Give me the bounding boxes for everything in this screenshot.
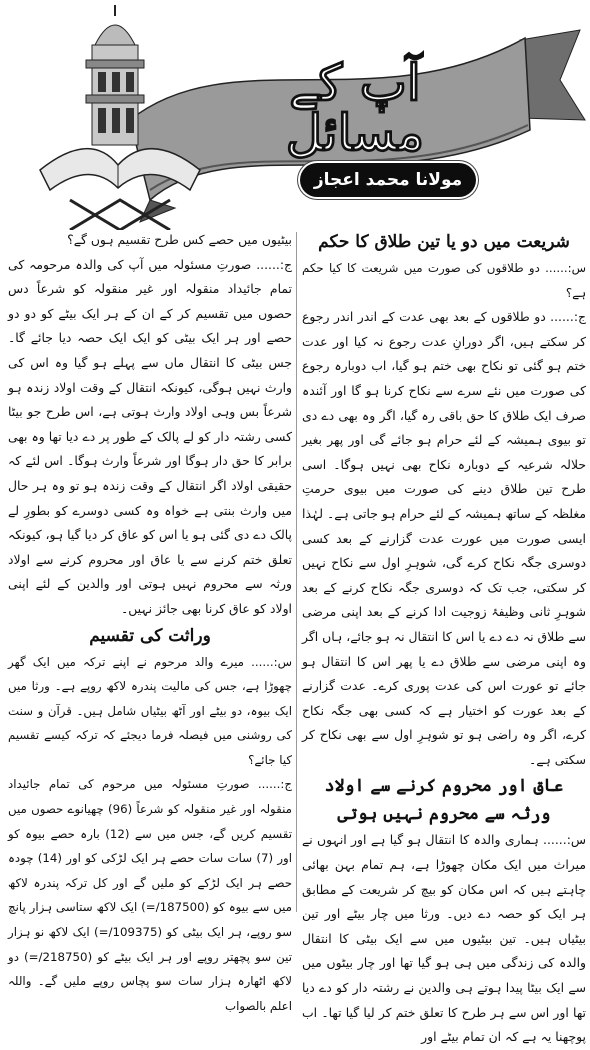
question-text-3: س:...... میرے والد مرحوم نے اپنے ترکہ میں ایک گھر چھوڑا ہے، جس کی مالیت پندرہ لاکھ روپے ہے۔ ورثا میں ایک بیوہ، دو بیٹے اور آٹھ بیٹیاں شامل ہیں۔ قرآن و سنت کی روشنی میں فیصلہ فرما دیجئے کہ ترکہ کیسے تقسیم کیا جائے؟	[8, 654, 292, 767]
minaret-icon	[86, 5, 144, 145]
article-heading-3: وراثت کی تقسیم	[89, 625, 211, 646]
column-divider	[296, 232, 297, 912]
answer-text-3: ج:...... صورتِ مسئولہ میں مرحوم کی تمام جائیداد منقولہ اور غیر منقولہ کو شرعاً (96) چھیانوے حصوں میں تقسیم کریں گے، جس میں سے (12) بارہ حصے بیوہ کو اور (7) سات سات حصے ہر ایک لڑکی کو اور (14) چودہ حصے ہر ایک لڑکے کو ملیں گے اور کل ترکہ پندرہ لاکھ میں سے بیوہ کو (187500/=) ایک لاکھ ستاسی ہزار پانچ سو روپے، ہر ایک بیٹی کو (109375/=) ایک لاکھ نو ہزار تین سو پچھتر روپے اور ہر ایک بیٹے کو (218750/=) دو لاکھ اٹھارہ ہزار سات سو پچاس روپے ملیں گے۔ واللہ اعلم بالصواب	[8, 777, 292, 1013]
answer-text: ج:...... صورتِ مسئولہ میں آپ کی والدہ مرحومہ کی تمام جائیداد منقولہ اور غیر منقولہ کو شرعاً دس حصوں میں تقسیم کر کے ان کے ہر ایک بیٹے کو دو دو حصے اور ہر ایک بیٹی کو ایک ایک حصہ دیا جائے گا۔ جس بیٹی کا انتقال ماں سے پہلے ہو گیا وہ اس کی وارث نہیں ہوگی، کیونکہ انتقال کے وقت اولاد زندہ ہو شرعاً بس وہی اولاد وارث ہوتی ہے، اس طرح جو بیٹا کسی رشتہ دار کو لے پالک کے طور پر دے دیا تھا وہ بھی برابر کا حق دار ہوگا اور شرعاً وارث ہوگا۔ اس لئے کہ حقیقی اولاد اگر انتقال کے وقت زندہ ہو تو وہ ہر حال میں وارث بنتی ہے خواہ وہ کسی دوسرے کو بطورِ لے پالک دے دی گئی ہو یا اس کو عاق کر دیا گیا ہو، کیونکہ تعلق ختم کرنے سے یا عاق اور محروم کرنے سے اولاد ورثہ سے محروم نہیں ہوتی اور والدین کے لئے اپنی اولاد کو عاق کرنا بھی جائز نہیں۔	[8, 256, 292, 616]
article-heading: شریعت میں دو یا تین طلاق کا حکم	[318, 232, 570, 252]
question-text: س:...... دو طلاقوں کی صورت میں شریعت کا کیا حکم ہے؟	[302, 261, 586, 300]
open-book-icon	[40, 149, 200, 230]
answer-text: ج:...... دو طلاقوں کے بعد بھی عدت کے اندر اندر رجوع کر سکتے ہیں، اگر دورانِ عدت رجوع نہ کیا اور عدت ختم ہو گئی تو نکاح بھی ختم ہو گیا، اب دوبارہ رجوع کی صورت میں نئے سرے سے نکاح کرنا ہو گا اور آئندہ صرف ایک طلاق کا حق باقی رہ گیا، اگر وہ بھی دے دی تو بیوی ہمیشہ کے لئے حرام ہو جائے گی اور پھر بغیر حلالہ شرعیہ کے دوبارہ نکاح بھی نہیں ہوگا۔ اسی طرح تین طلاق دینے کی صورت میں بیوی حرمتِ مغلظہ کے ساتھ ہمیشہ کے لئے حرام ہو جاتی ہے۔ لہٰذا ایسی صورت میں عورت عدت گزارنے کے بعد کسی دوسری جگہ نکاح کرے گی، شوہرِ اول سے نکاح نہیں کر سکتی، جب تک کہ دوسری جگہ نکاح کرنے کے بعد شوہرِ ثانی وظیفۂ زوجیت ادا کرنے کے بعد اپنی مرضی سے طلاق نہ دے دے یا اس کا انتقال نہ ہو جائے، ہاں اگر وہ اپنی مرضی سے طلاق دے یا پھر اس کا انتقال ہو جائے تو عورت اس کی عدت پوری کرے۔ عدت گزارنے کے بعد عورت کو اختیار ہے کہ کسی بھی جگہ نکاح کرے، اگر وہ راضی ہو تو شوہرِ اول سے بھی نکاح کر سکتی ہے۔	[302, 309, 586, 767]
continued-question: بیٹیوں میں حصے کس طرح تقسیم ہوں گے؟	[67, 232, 292, 247]
question-text-2: س:...... ہماری والدہ کا انتقال ہو گیا ہے اور انہوں نے میراث میں ایک مکان چھوڑا ہے، ہم تمام بہن بھائی چاہتے ہیں کہ اس مکان کو بیچ کر شریعت کے مطابق ہر ایک کو حصہ دے دیں۔ ورثا میں چار بیٹے اور تین بیٹیاں ہیں۔ تین بیٹیوں میں سے ایک بیٹی کا انتقال والدہ کی زندگی میں ہی ہو گیا تھا اور چار بیٹوں میں سے ایک بیٹا پیدا ہوتے ہی والدین نے رشتہ دار کو دے دیا تھا اور اس سے ہر طرح کا تعلق ختم کر لیا گیا تھا۔ اب پوچھنا یہ ہے کہ ان تمام بیٹے اور	[302, 832, 586, 1045]
left-column	[8, 228, 292, 1018]
column-title: آپ کے مسائل	[285, 53, 425, 162]
right-column	[302, 228, 586, 1050]
column-header-banner	[0, 0, 590, 230]
author-name: مولانا محمد اعجاز مصطفیٰ	[300, 163, 476, 197]
article-heading-2: عاق اور محروم کرنے سے اولاد ورثہ سے محروم نہیں ہوتی	[324, 776, 564, 825]
